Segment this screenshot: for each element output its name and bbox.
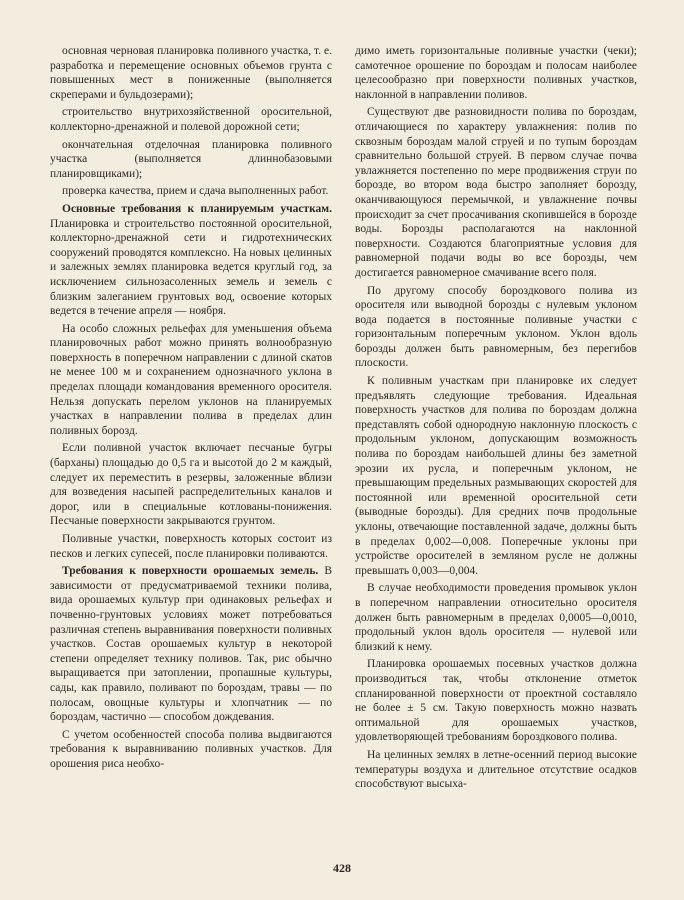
section-heading: Требования к поверхности орошаемых земель. [62, 565, 319, 578]
paragraph: Существуют две разновидности полива по бороздам, отличающиеся по характеру увлажнения: полив по сквозным бороздам малой струей и по тупым бороздам сравнительно большой струей. В первом случае почва увлажняется постепенно по мере продвижения струи по борозде, во втором вода быстро заполняет борозду, оканчивающуюся перемычкой, и увлажнение почвы происходит за счет просачивания скопившейся в борозде воды. Борозды располагаются на наклонной поверхности. Создаются благоприятные условия для равномерной подачи воды во все борозды, чем достигается равномерное смачивание всего поля. [355, 106, 637, 279]
paragraph: Если поливной участок включает песчаные бугры (барханы) площадью до 0,5 га и высотой до 2 м каждый, следует их переместить в резервы, заложенные вблизи для возведения насыпей распределительных каналов и дорог, или в специальные котлованы-понижения. Песчаные поверхности закрываются грунтом. [50, 442, 332, 528]
paragraph: проверка качества, прием и сдача выполненных работ. [62, 185, 329, 198]
section-heading: Основные требования к планируемым участкам. [62, 202, 332, 215]
paragraph: основная черновая планировка поливного участка, т. е. разработка и перемещение основных объемов грунта с повышенных мест в пониженные (выполняется скреперами и бульдозерами); [50, 45, 332, 101]
paragraph: Основные требования к планируемым участкам. Планировка и строительство постоянной оросительной, коллекторно-дренажной сети и гидротехнических сооружений проводятся комплексно. На новых целинных и залежных землях планировка ведется круглый год, за исключением сильнозасоленных земель и земель с близким залеганием грунтовых вод, освоение которых ведется в течение апреля — ноября. [50, 202, 332, 318]
paragraph: димо иметь горизонтальные поливные участки (чеки); самотечное орошение по бороздам и полосам наиболее целесообразно при поверхности поливных участков, наклонной в направлении поливов. [355, 45, 637, 101]
paragraph: К поливным участкам при планировке их следует предъявлять следующие требования. Идеальная поверхность участков для полива по бороздам должна представлять собой однородную наклонную плоскость с продольным уклоном, допускающим возможность полива по бороздам наибольшей длины без заметной эрозии их русла, и поперечным уклоном, не превышающим предельных размывающих скоростей для постоянной или временной оросительной сети (выводные борозды). Для средних почв продольные уклоны, отвечающие поставленной задаче, должны быть в пределах 0,002—0,008. Поперечные уклоны при устройстве оросителей в земляном русле не должны превышать 0,003—0,004. [355, 375, 637, 577]
paragraph: Требования к поверхности орошаемых земель. В зависимости от предусматриваемой техники полива, вида орошаемых культур при одинаковых рельефах и почвенно-грунтовых условиях может потребоваться различная степень выравнивания поверхности поливных участков. Состав орошаемых культур в некоторой степени определяет технику поливов. Так, рис обычно выращивается при затоплении, пропашные культуры, сады, как правило, поливают по бороздам, травы — по полосам, овощные культуры и хлопчатник — по бороздам, частично — способом дождевания. [50, 565, 332, 724]
paragraph: Поливные участки, поверхность которых состоит из песков и легких супесей, после планировки поливаются. [50, 533, 332, 560]
paragraph: строительство внутрихозяйственной оросительной, коллекторно-дренажной и полевой дорожной сети; [50, 106, 332, 133]
paragraph: С учетом особенностей способа полива выдвигаются требования к выравниванию поливных участков. Для орошения риса необхо- [50, 728, 332, 770]
page-number: 428 [333, 861, 351, 875]
left-column [50, 44, 332, 775]
paragraph: В случае необходимости проведения промывок уклон в поперечном направлении относительно оросителя должен быть равномерным в пределах 0,0005—0,0010, продольный уклон вдоль оросителя — нулевой или близкий к нему. [355, 582, 637, 653]
paragraph: На целинных землях в летне-осенний период высокие температуры воздуха и длительное отсутствие осадков способствуют высыха- [355, 748, 637, 791]
right-column [355, 44, 637, 795]
paragraph: По другому способу бороздкового полива из оросителя или выводной борозды с нулевым уклоном вода подается в постоянные поливные участки с горизонтальным поперечным уклоном. Уклон вдоль борозды должен быть равномерным, без перегибов плоскости. [355, 284, 637, 370]
paragraph: На особо сложных рельефах для уменьшения объема планировочных работ можно принять волнообразную поверхность в поперечном направлении с длиной скатов не менее 100 м и сохранением однозначного уклона в пределах площади командования временного оросителя. Нельзя допускать перелом уклонов на планируемых участках в направлении полива в пределах длин поливных борозд. [50, 322, 332, 437]
paragraph: Планировка орошаемых посевных участков должна производиться так, чтобы отклонение отметок спланированной поверхности от проектной составляло не более ± 5 см. Такую поверхность можно назвать оптимальной для орошаемых участков, удовлетворяющей требованиям бороздкового полива. [355, 658, 637, 744]
paragraph: окончательная отделочная планировка поливного участка (выполняется длиннобазовыми планировщиками); [50, 138, 332, 180]
